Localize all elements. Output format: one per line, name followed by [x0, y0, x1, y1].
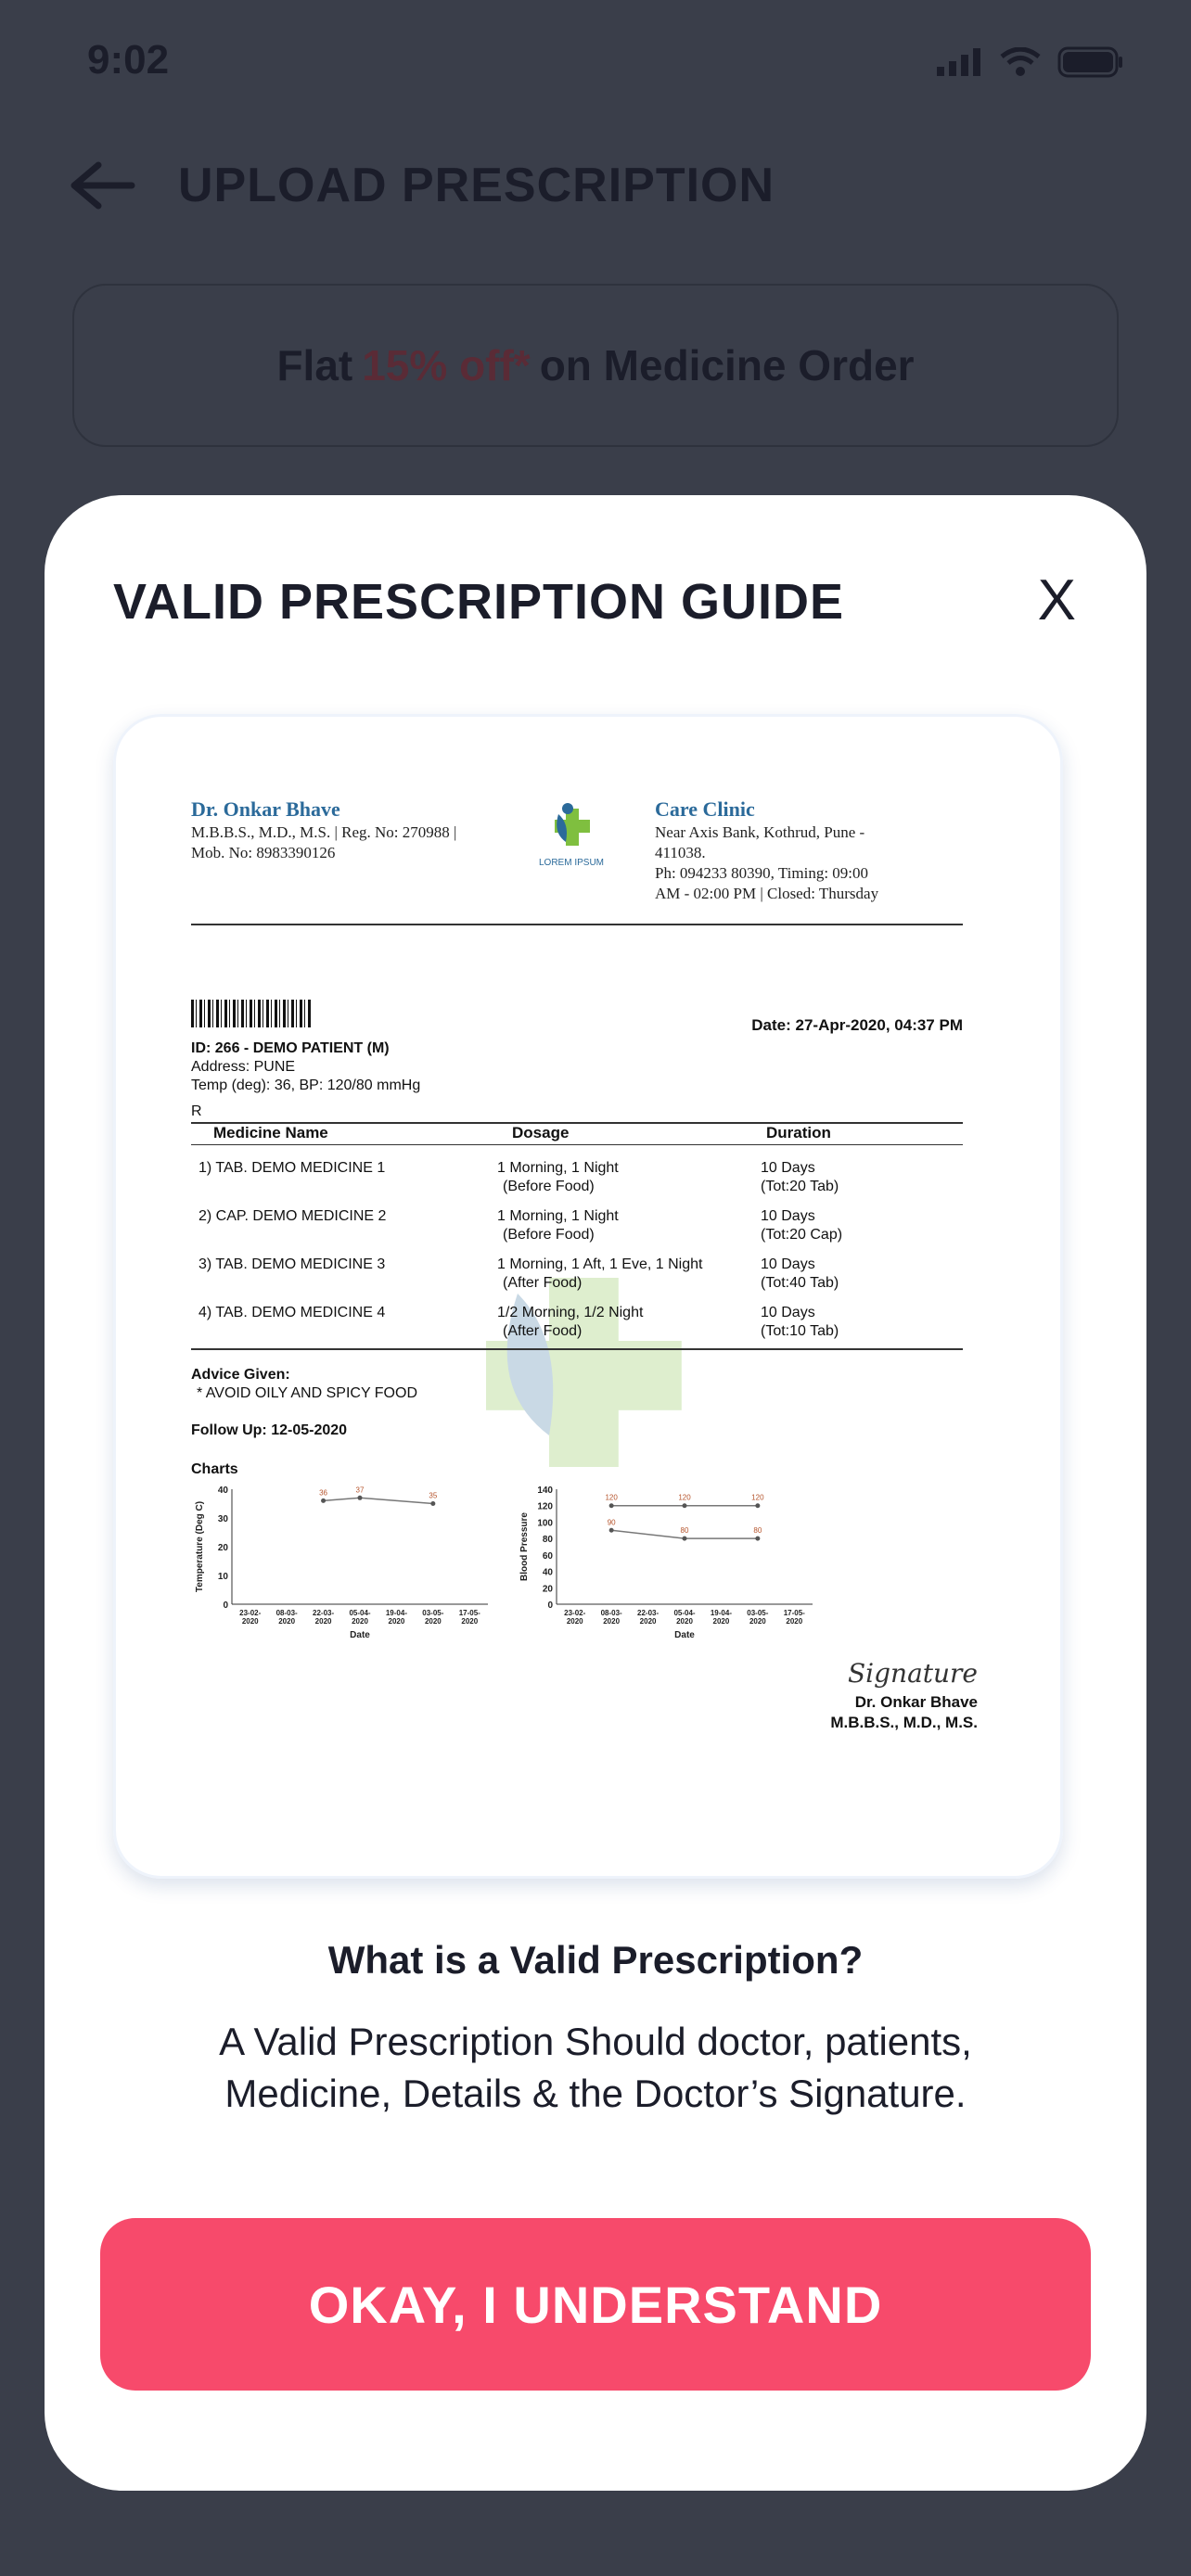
- signature-doctor-name: Dr. Onkar Bhave: [854, 1693, 978, 1711]
- y-tick-label: 0: [223, 1600, 228, 1611]
- data-label: 90: [607, 1518, 616, 1527]
- logo-text: LOREM IPSUM: [538, 858, 604, 868]
- medicine-total: (Tot:40 Tab): [761, 1275, 839, 1291]
- x-tick-label: 03-05-: [747, 1609, 769, 1617]
- y-tick-label: 120: [537, 1501, 553, 1512]
- data-point: [609, 1503, 614, 1508]
- medicine-total: (Tot:20 Tab): [761, 1179, 839, 1194]
- medicine-total: (Tot:10 Tab): [761, 1323, 839, 1339]
- close-button[interactable]: X: [1037, 568, 1076, 632]
- data-point: [683, 1503, 687, 1508]
- x-tick-label: 17-05-: [458, 1609, 480, 1617]
- x-tick-label: 08-03-: [275, 1609, 298, 1617]
- offer-prefix: Flat: [276, 341, 353, 389]
- y-tick-label: 10: [217, 1572, 228, 1582]
- medicine-dosage-note: (After Food): [503, 1323, 583, 1339]
- series-line: [324, 1498, 433, 1503]
- x-tick-label: 05-04-: [673, 1609, 696, 1617]
- x-tick-label: 2020: [639, 1617, 657, 1626]
- table-header-dosage: Dosage: [512, 1124, 570, 1141]
- signature: Signature: [847, 1658, 978, 1689]
- medicine-dosage: 1 Morning, 1 Night: [497, 1208, 619, 1224]
- medicine-duration: 10 Days: [761, 1208, 815, 1224]
- x-tick-label: 23-02-: [564, 1609, 586, 1617]
- x-tick-label: 03-05-: [422, 1609, 444, 1617]
- clinic-name: Care Clinic: [655, 797, 755, 821]
- x-tick-label: 2020: [424, 1617, 442, 1626]
- status-icons: [937, 46, 1124, 78]
- medicine-name: 2) CAP. DEMO MEDICINE 2: [198, 1208, 387, 1224]
- x-tick-label: 08-03-: [600, 1609, 622, 1617]
- clinic-address-2: 411038.: [655, 844, 706, 861]
- prescription-sample-image: [113, 714, 1063, 1879]
- offer-highlight: 15% off*: [362, 341, 531, 389]
- x-tick-label: 2020: [676, 1617, 693, 1626]
- x-tick-label: 2020: [461, 1617, 479, 1626]
- clinic-logo-icon: [534, 797, 608, 853]
- medicine-duration: 10 Days: [761, 1256, 815, 1272]
- barcode: [191, 1000, 312, 1027]
- header-divider: [191, 924, 963, 925]
- x-tick-label: 2020: [352, 1617, 368, 1626]
- data-label: 80: [680, 1526, 689, 1536]
- medicine-dosage-note: (Before Food): [503, 1227, 595, 1243]
- y-tick-label: 0: [547, 1600, 553, 1611]
- x-tick-label: 23-02-: [239, 1609, 262, 1617]
- prescription-date: Date: 27-Apr-2020, 04:37 PM: [751, 1016, 963, 1034]
- data-point: [683, 1537, 687, 1541]
- offer-suffix: on Medicine Order: [539, 341, 915, 389]
- status-time: 9:02: [87, 37, 170, 83]
- offer-banner[interactable]: [72, 284, 1119, 447]
- valid-prescription-description: A Valid Prescription Should doctor, patients, Medicine, Details & the Doctor’s Signature.: [219, 2020, 972, 2115]
- data-point: [755, 1537, 760, 1541]
- clinic-logo: [534, 797, 608, 872]
- data-label: 120: [751, 1493, 764, 1502]
- x-tick-label: 2020: [786, 1617, 803, 1626]
- clinic-timing: AM - 02:00 PM | Closed: Thursday: [655, 885, 879, 902]
- data-point: [321, 1498, 326, 1503]
- data-point: [609, 1528, 614, 1533]
- medicine-name: 4) TAB. DEMO MEDICINE 4: [198, 1305, 386, 1320]
- wifi-icon: [1000, 47, 1041, 77]
- medicine-duration: 10 Days: [761, 1305, 815, 1320]
- page-title: UPLOAD PRESCRIPTION: [178, 159, 775, 212]
- data-label: 120: [678, 1493, 691, 1502]
- clinic-phone: Ph: 094233 80390, Timing: 09:00: [655, 864, 869, 882]
- medicine-total: (Tot:20 Cap): [761, 1227, 843, 1243]
- y-axis-label: Blood Pressure: [519, 1512, 530, 1581]
- medicine-name: 3) TAB. DEMO MEDICINE 3: [198, 1256, 386, 1272]
- doctor-mobile: Mob. No: 8983390126: [191, 844, 336, 861]
- rx-symbol: R: [191, 1103, 202, 1119]
- charts-label: Charts: [191, 1461, 238, 1477]
- prescription-guide-modal: [45, 495, 1146, 2491]
- status-bar: [0, 0, 1191, 121]
- advice-text: * AVOID OILY AND SPICY FOOD: [197, 1385, 417, 1401]
- x-tick-label: 2020: [388, 1617, 405, 1626]
- valid-prescription-heading: What is a Valid Prescription?: [327, 1938, 864, 1982]
- y-tick-label: 80: [542, 1535, 553, 1546]
- table-header-medicine: Medicine Name: [213, 1124, 328, 1141]
- y-tick-label: 40: [542, 1567, 553, 1578]
- medicine-name: 1) TAB. DEMO MEDICINE 1: [198, 1160, 386, 1176]
- y-tick-label: 100: [537, 1518, 553, 1529]
- y-tick-label: 30: [217, 1514, 228, 1524]
- medicine-dosage: 1 Morning, 1 Aft, 1 Eve, 1 Night: [497, 1256, 703, 1272]
- x-tick-label: 2020: [278, 1617, 296, 1626]
- data-point: [358, 1496, 363, 1500]
- medicine-duration: 10 Days: [761, 1160, 815, 1176]
- data-label: 36: [319, 1488, 328, 1498]
- data-point: [430, 1501, 435, 1506]
- follow-up: Follow Up: 12-05-2020: [191, 1422, 348, 1438]
- x-tick-label: 19-04-: [385, 1609, 407, 1617]
- patient-address: Address: PUNE: [191, 1059, 296, 1075]
- x-tick-label: 2020: [749, 1617, 766, 1626]
- x-tick-label: 2020: [566, 1617, 583, 1626]
- x-tick-label: 2020: [241, 1617, 259, 1626]
- medicine-dosage: 1 Morning, 1 Night: [497, 1160, 619, 1176]
- table-header-divider: [191, 1144, 963, 1145]
- y-tick-label: 20: [542, 1584, 553, 1595]
- y-tick-label: 40: [217, 1486, 228, 1496]
- prescription-document: [191, 797, 985, 1799]
- x-tick-label: 22-03-: [313, 1609, 335, 1617]
- clinic-address-1: Near Axis Bank, Kothrud, Pune -: [655, 823, 865, 841]
- app-bar: [0, 139, 1191, 241]
- y-axis-label: Temperature (Deg C): [195, 1500, 205, 1593]
- x-tick-label: 17-05-: [783, 1609, 805, 1617]
- data-label: 37: [355, 1486, 365, 1495]
- data-label: 35: [429, 1491, 438, 1500]
- back-arrow-icon[interactable]: [65, 158, 139, 213]
- doctor-name: Dr. Onkar Bhave: [191, 797, 340, 821]
- signature-doctor-qualification: M.B.B.S., M.D., M.S.: [830, 1714, 978, 1731]
- okay-understand-button[interactable]: OKAY, I UNDERSTAND: [100, 2218, 1091, 2391]
- medicine-dosage: 1/2 Morning, 1/2 Night: [497, 1305, 644, 1320]
- x-tick-label: 05-04-: [349, 1609, 371, 1617]
- advice-label: Advice Given:: [191, 1367, 290, 1383]
- battery-icon: [1057, 46, 1124, 78]
- table-bottom-divider: [191, 1348, 963, 1350]
- medicine-dosage-note: (After Food): [503, 1275, 583, 1291]
- x-tick-label: 19-04-: [710, 1609, 732, 1617]
- modal-title: VALID PRESCRIPTION GUIDE: [113, 574, 845, 630]
- data-label: 120: [605, 1493, 618, 1502]
- signal-icon: [937, 48, 983, 76]
- data-point: [755, 1503, 760, 1508]
- data-label: 80: [753, 1526, 762, 1536]
- y-tick-label: 60: [542, 1550, 553, 1562]
- table-header-duration: Duration: [766, 1124, 831, 1141]
- medicine-dosage-note: (Before Food): [503, 1179, 595, 1194]
- temperature-chart: [191, 1484, 497, 1641]
- blood-pressure-chart: [516, 1484, 822, 1641]
- y-tick-label: 140: [537, 1486, 553, 1496]
- x-tick-label: 2020: [314, 1617, 332, 1626]
- doctor-qualifications: M.B.B.S., M.D., M.S. | Reg. No: 270988 |: [191, 823, 457, 841]
- x-axis-label: Date: [350, 1630, 370, 1640]
- patient-id: ID: 266 - DEMO PATIENT (M): [191, 1040, 390, 1056]
- x-axis-label: Date: [674, 1630, 695, 1640]
- x-tick-label: 2020: [712, 1617, 730, 1626]
- x-tick-label: 2020: [603, 1617, 621, 1626]
- x-tick-label: 22-03-: [637, 1609, 660, 1617]
- patient-vitals: Temp (deg): 36, BP: 120/80 mmHg: [191, 1078, 421, 1093]
- y-tick-label: 20: [217, 1543, 228, 1553]
